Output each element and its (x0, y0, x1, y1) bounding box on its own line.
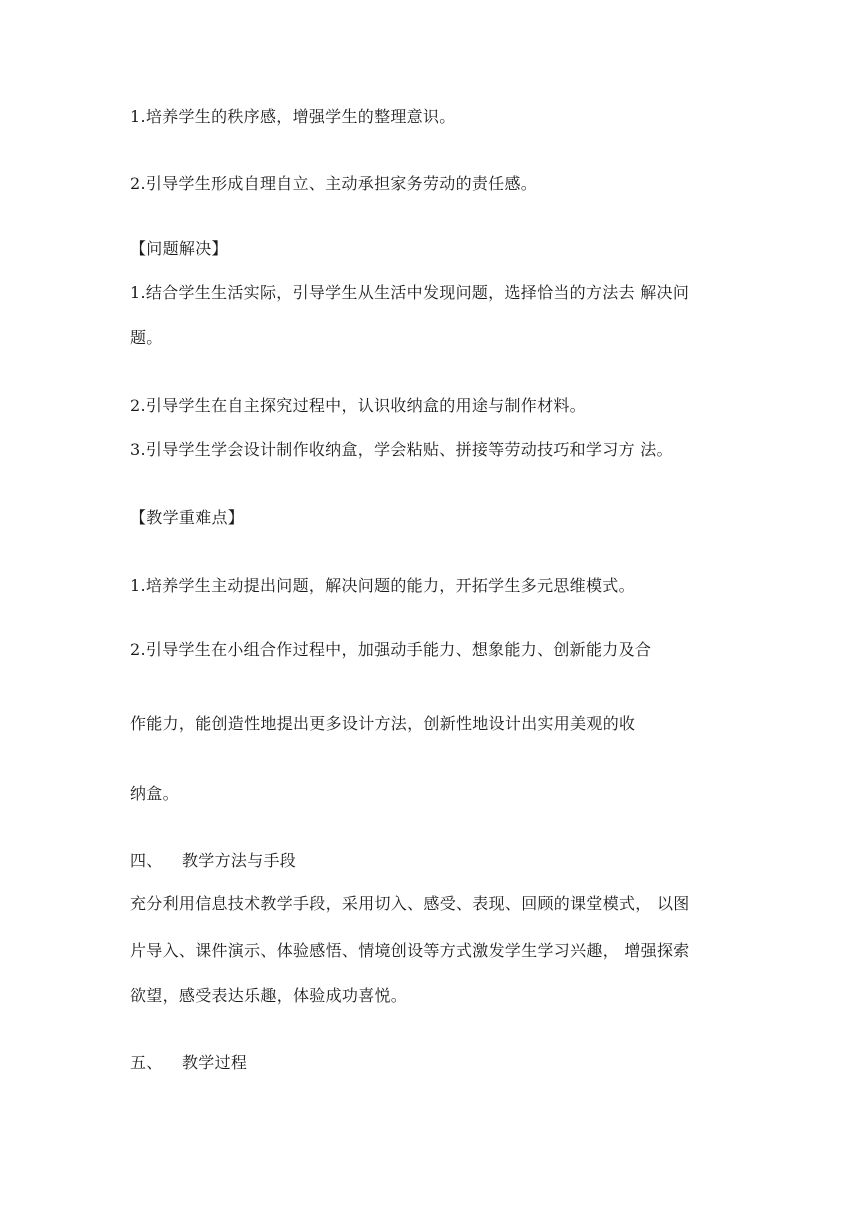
problem-solving-item-1-line-1: 1.结合学生生活实际，引导学生从生活中发现问题，选择恰当的方法去 解决问 (130, 283, 690, 302)
problem-solving-heading: 【问题解决】 (130, 239, 228, 258)
key-points-item-1: 1.培养学生主动提出问题，解决问题的能力，开拓学生多元思维模式。 (130, 576, 635, 595)
goal-item-1: 1.培养学生的秩序感，增强学生的整理意识。 (130, 107, 456, 126)
key-points-item-2-line-3: 纳盒。 (130, 784, 179, 803)
goal-item-2: 2.引导学生形成自理自立、主动承担家务劳动的责任感。 (130, 174, 538, 193)
section-4-line-2: 片导入、课件演示、体验感悟、情境创设等方式激发学生学习兴趣， 增强探索 (130, 941, 690, 960)
section-5-number: 五、 (130, 1053, 163, 1072)
section-5-heading (130, 1053, 247, 1073)
section-4-line-3: 欲望，感受表达乐趣，体验成功喜悦。 (130, 986, 408, 1005)
key-points-item-2-line-1: 2.引导学生在小组合作过程中，加强动手能力、想象能力、创新能力及合 (130, 640, 652, 659)
problem-solving-item-2: 2.引导学生在自主探究过程中，认识收纳盒的用途与制作材料。 (130, 396, 586, 415)
problem-solving-item-3: 3.引导学生学会设计制作收纳盒，学会粘贴、拼接等劳动技巧和学习方 法。 (130, 440, 673, 459)
section-4-line-1: 充分利用信息技术教学手段，采用切入、感受、表现、回顾的课堂模式， 以图 (130, 894, 690, 913)
section-4-number: 四、 (130, 851, 163, 870)
section-4-heading (130, 851, 296, 871)
key-points-heading: 【教学重难点】 (130, 508, 245, 527)
problem-solving-item-1-line-2: 题。 (130, 328, 163, 347)
key-points-item-2-line-2: 作能力，能创造性地提出更多设计方法，创新性地设计出实用美观的收 (130, 714, 636, 733)
section-5-title: 教学过程 (182, 1053, 248, 1072)
section-4-title: 教学方法与手段 (182, 851, 297, 870)
